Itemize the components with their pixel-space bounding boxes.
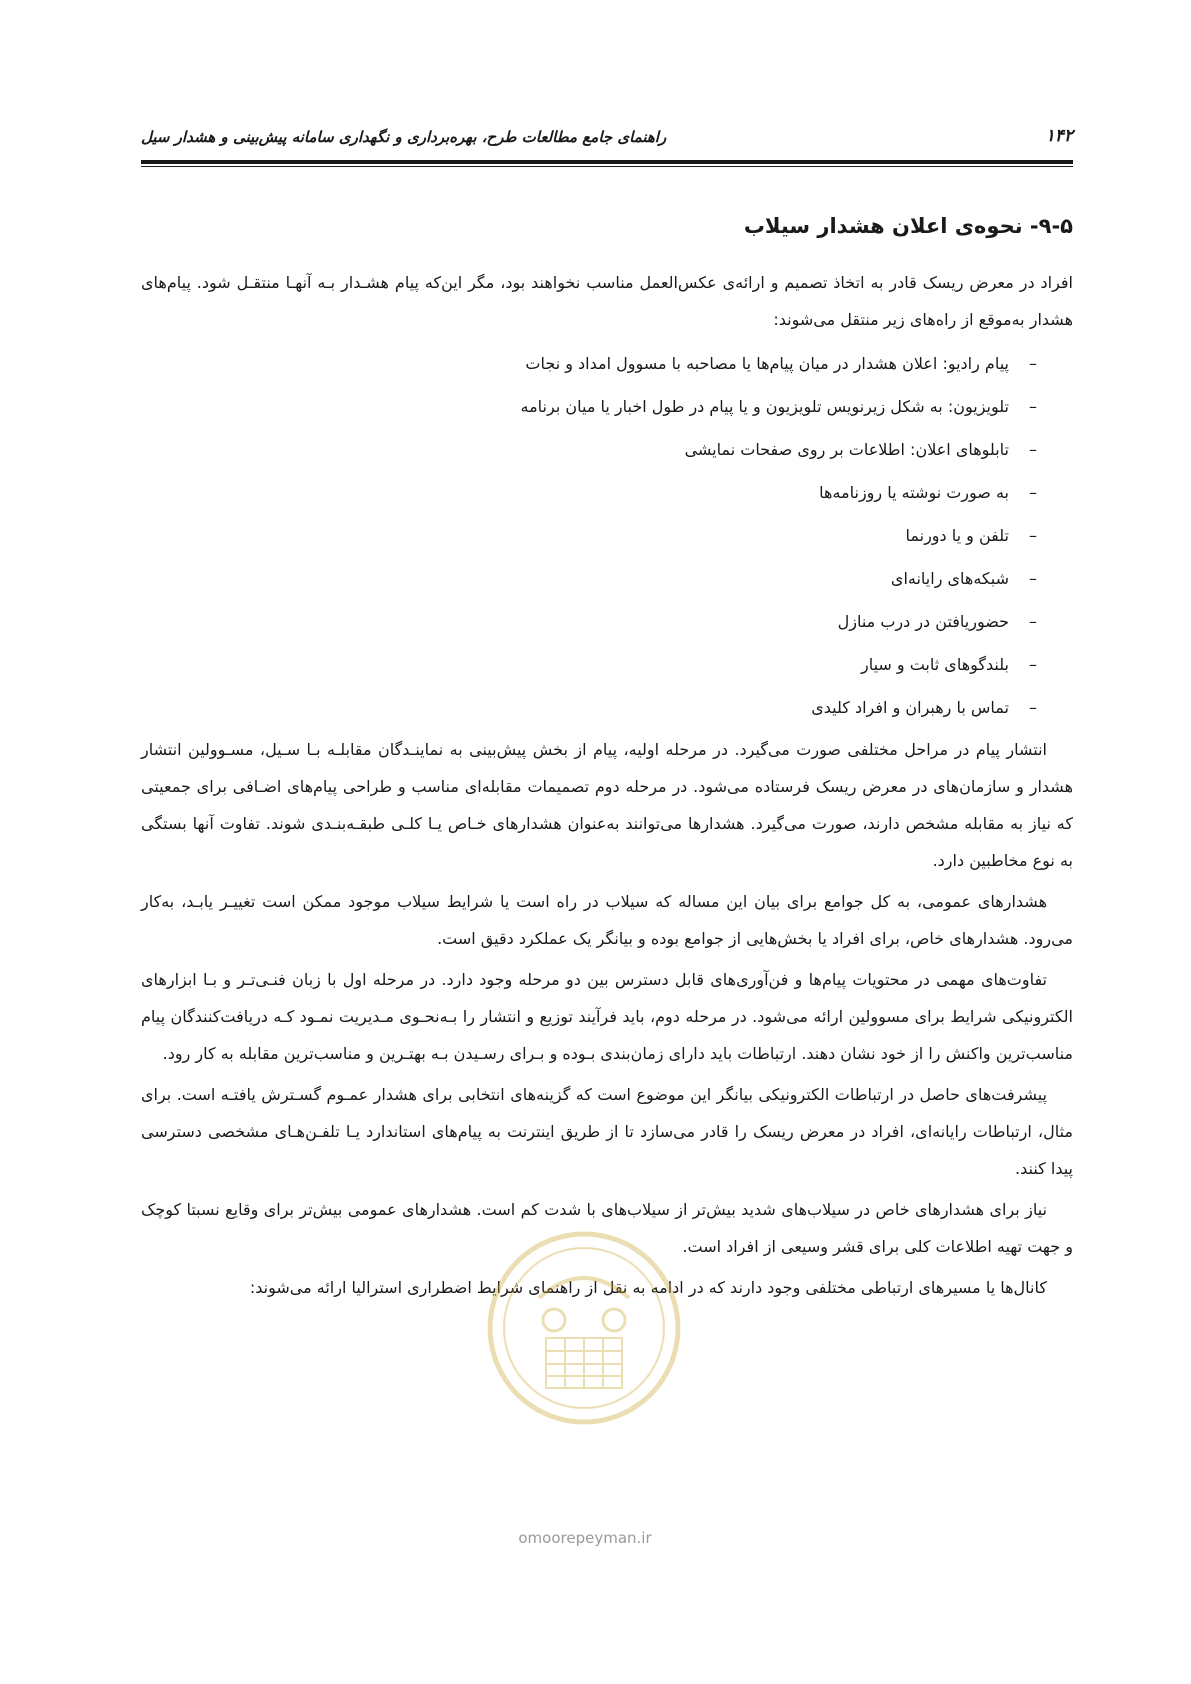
list-item xyxy=(141,385,1037,428)
list-item-text: حضوریافتن در درب منازل xyxy=(837,612,1009,631)
page-body xyxy=(141,210,1073,1310)
channels-list xyxy=(141,342,1073,729)
watermark-site: omoorepeyman.ir xyxy=(518,1529,652,1547)
list-item-text: شبکه‌های رایانه‌ای xyxy=(890,569,1009,588)
page-number: ۱۴۲ xyxy=(1045,126,1073,146)
dash-bullet: – xyxy=(1029,612,1037,631)
paragraph: انتشار پیام در مراحل مختلفی صورت می‌گیرد. در مرحله اولیه، پیام از بخش پیش‌بینی به نماینـدگان مقابلـه بـا سـیل، مسـوولین انتشار هشدار و سازمان‌های در معرض ریسک فرستاده می‌شود. در مرحله دوم تصمیمات مقابله‌ای مناسب و طراحی پیام‌های اضـافی برای جمعیتی که نیاز به مقابله مشخص دارند، صورت می‌گیرد. هشدارها می‌توانند به‌عنوان هشدارهای خـاص یـا کلـی طبقـه‌بنـدی شوند. تفاوت آنها بستگی به نوع مخاطبین دارد. xyxy=(141,740,1073,870)
paragraph-intro: افراد در معرض ریسک قادر به اتخاذ تصمیم و ارائه‌ی عکس‌العمل مناسب نخواهند بود، مگر این‌که پیام هشـدار بـه آنهـا منتقـل شود. پیام‌های هشدار به‌موقع از راه‌های زیر منتقل می‌شوند: xyxy=(141,273,1073,329)
list-item-text: تلویزیون: به شکل زیرنویس تلویزیون و یا پیام در طول اخبار یا میان برنامه xyxy=(520,397,1009,416)
list-item xyxy=(141,643,1037,686)
list-item-text: بلندگوهای ثابت و سیار xyxy=(860,655,1009,674)
paragraph: کانال‌ها یا مسیرهای ارتباطی مختلفی وجود دارند که در ادامه به نقل از راهنمای شرایط اضطراری استرالیا ارائه می‌شوند: xyxy=(249,1278,1047,1297)
watermark-gear-icon xyxy=(543,1309,625,1331)
watermark-outer-ring xyxy=(490,1234,678,1422)
list-item xyxy=(141,428,1037,471)
dash-bullet: – xyxy=(1029,397,1037,416)
list-item-text: تابلوهای اعلان: اطلاعات بر روی صفحات نمایشی xyxy=(684,440,1009,459)
list-item xyxy=(141,471,1037,514)
list-item-text: به صورت نوشته یا روزنامه‌ها xyxy=(819,483,1009,502)
paragraph: پیشرفت‌های حاصل در ارتباطات الکترونیکی بیانگر این موضوع است که گزینه‌های انتخابی برای هشدار عمـوم گسـترش یافتـه است. برای مثال، ارتباطات رایانه‌ای، افراد در معرض ریسک را قادر می‌سازد تا از طریق اینترنت به پیام‌های استاندارد یـا تلفـن‌هـای مشخصی دسترسی پیدا کنند. xyxy=(141,1085,1073,1178)
watermark-seal xyxy=(484,1228,684,1428)
dash-bullet: – xyxy=(1029,569,1037,588)
dash-bullet: – xyxy=(1029,698,1037,717)
list-item xyxy=(141,342,1037,385)
paragraph: هشدارهای عمومی، به کل جوامع برای بیان این مساله که سیلاب در راه است یا شرایط سیلاب موجود ممکن است تغییـر یابـد، به‌کار می‌رود. هشدارهای خاص، برای افراد یا بخش‌هایی از جوامع بوده و بیانگر یک عملکرد دقیق است. xyxy=(141,892,1073,948)
list-item-text: تماس با رهبران و افراد کلیدی xyxy=(811,698,1009,717)
dash-bullet: – xyxy=(1029,526,1037,545)
list-item-text: تلفن و یا دورنما xyxy=(905,526,1009,545)
header-rule-thick xyxy=(141,160,1073,164)
header-rule-thin xyxy=(141,166,1073,167)
dash-bullet: – xyxy=(1029,655,1037,674)
paragraph: نیاز برای هشدارهای خاص در سیلاب‌های شدید بیش‌تر از سیلاب‌های با شدت کم است. هشدارهای عمومی بیش‌تر برای وقایع نسبتا کوچک و جهت تهیه اطلاعات کلی برای قشر وسیعی از افراد است. xyxy=(141,1200,1073,1256)
list-item xyxy=(141,514,1037,557)
list-item xyxy=(141,600,1037,643)
running-title: راهنمای جامع مطالعات طرح، بهره‌برداری و نگهداری سامانه پیش‌بینی و هشدار سیل xyxy=(141,128,667,146)
list-item xyxy=(141,557,1037,600)
dash-bullet: – xyxy=(1029,440,1037,459)
watermark-arc-icon xyxy=(539,1278,629,1298)
dash-bullet: – xyxy=(1029,354,1037,373)
watermark-grid-icon xyxy=(546,1338,622,1388)
dash-bullet: – xyxy=(1029,483,1037,502)
list-item xyxy=(141,686,1037,729)
paragraph: تفاوت‌های مهمی در محتویات پیام‌ها و فن‌آوری‌های قابل دسترس بین دو مرحله وجود دارد. در مرحله اول با زبان فنـی‌تـر و بـا ابزارهای الکترونیکی شرایط برای مسوولین ارائه می‌شود. در مرحله دوم، باید فرآیند توزیع و انتشار را بـه‌نحـوی مـدیریت نمـود کـه دریافت‌کنندگان پیام مناسب‌ترین واکنش را از خود نشان دهند. ارتباطات باید دارای زمان‌بندی بـوده و بـرای رسـیدن بـه بهتـرین و مناسب‌ترین مقابله به کار رود. xyxy=(141,970,1073,1063)
running-header xyxy=(141,126,1073,152)
list-item-text: پیام رادیو: اعلان هشدار در میان پیام‌ها یا مصاحبه با مسوول امداد و نجات xyxy=(525,354,1009,373)
section-heading: ۹-۵- نحوه‌ی اعلان هشدار سیلاب xyxy=(743,214,1073,238)
